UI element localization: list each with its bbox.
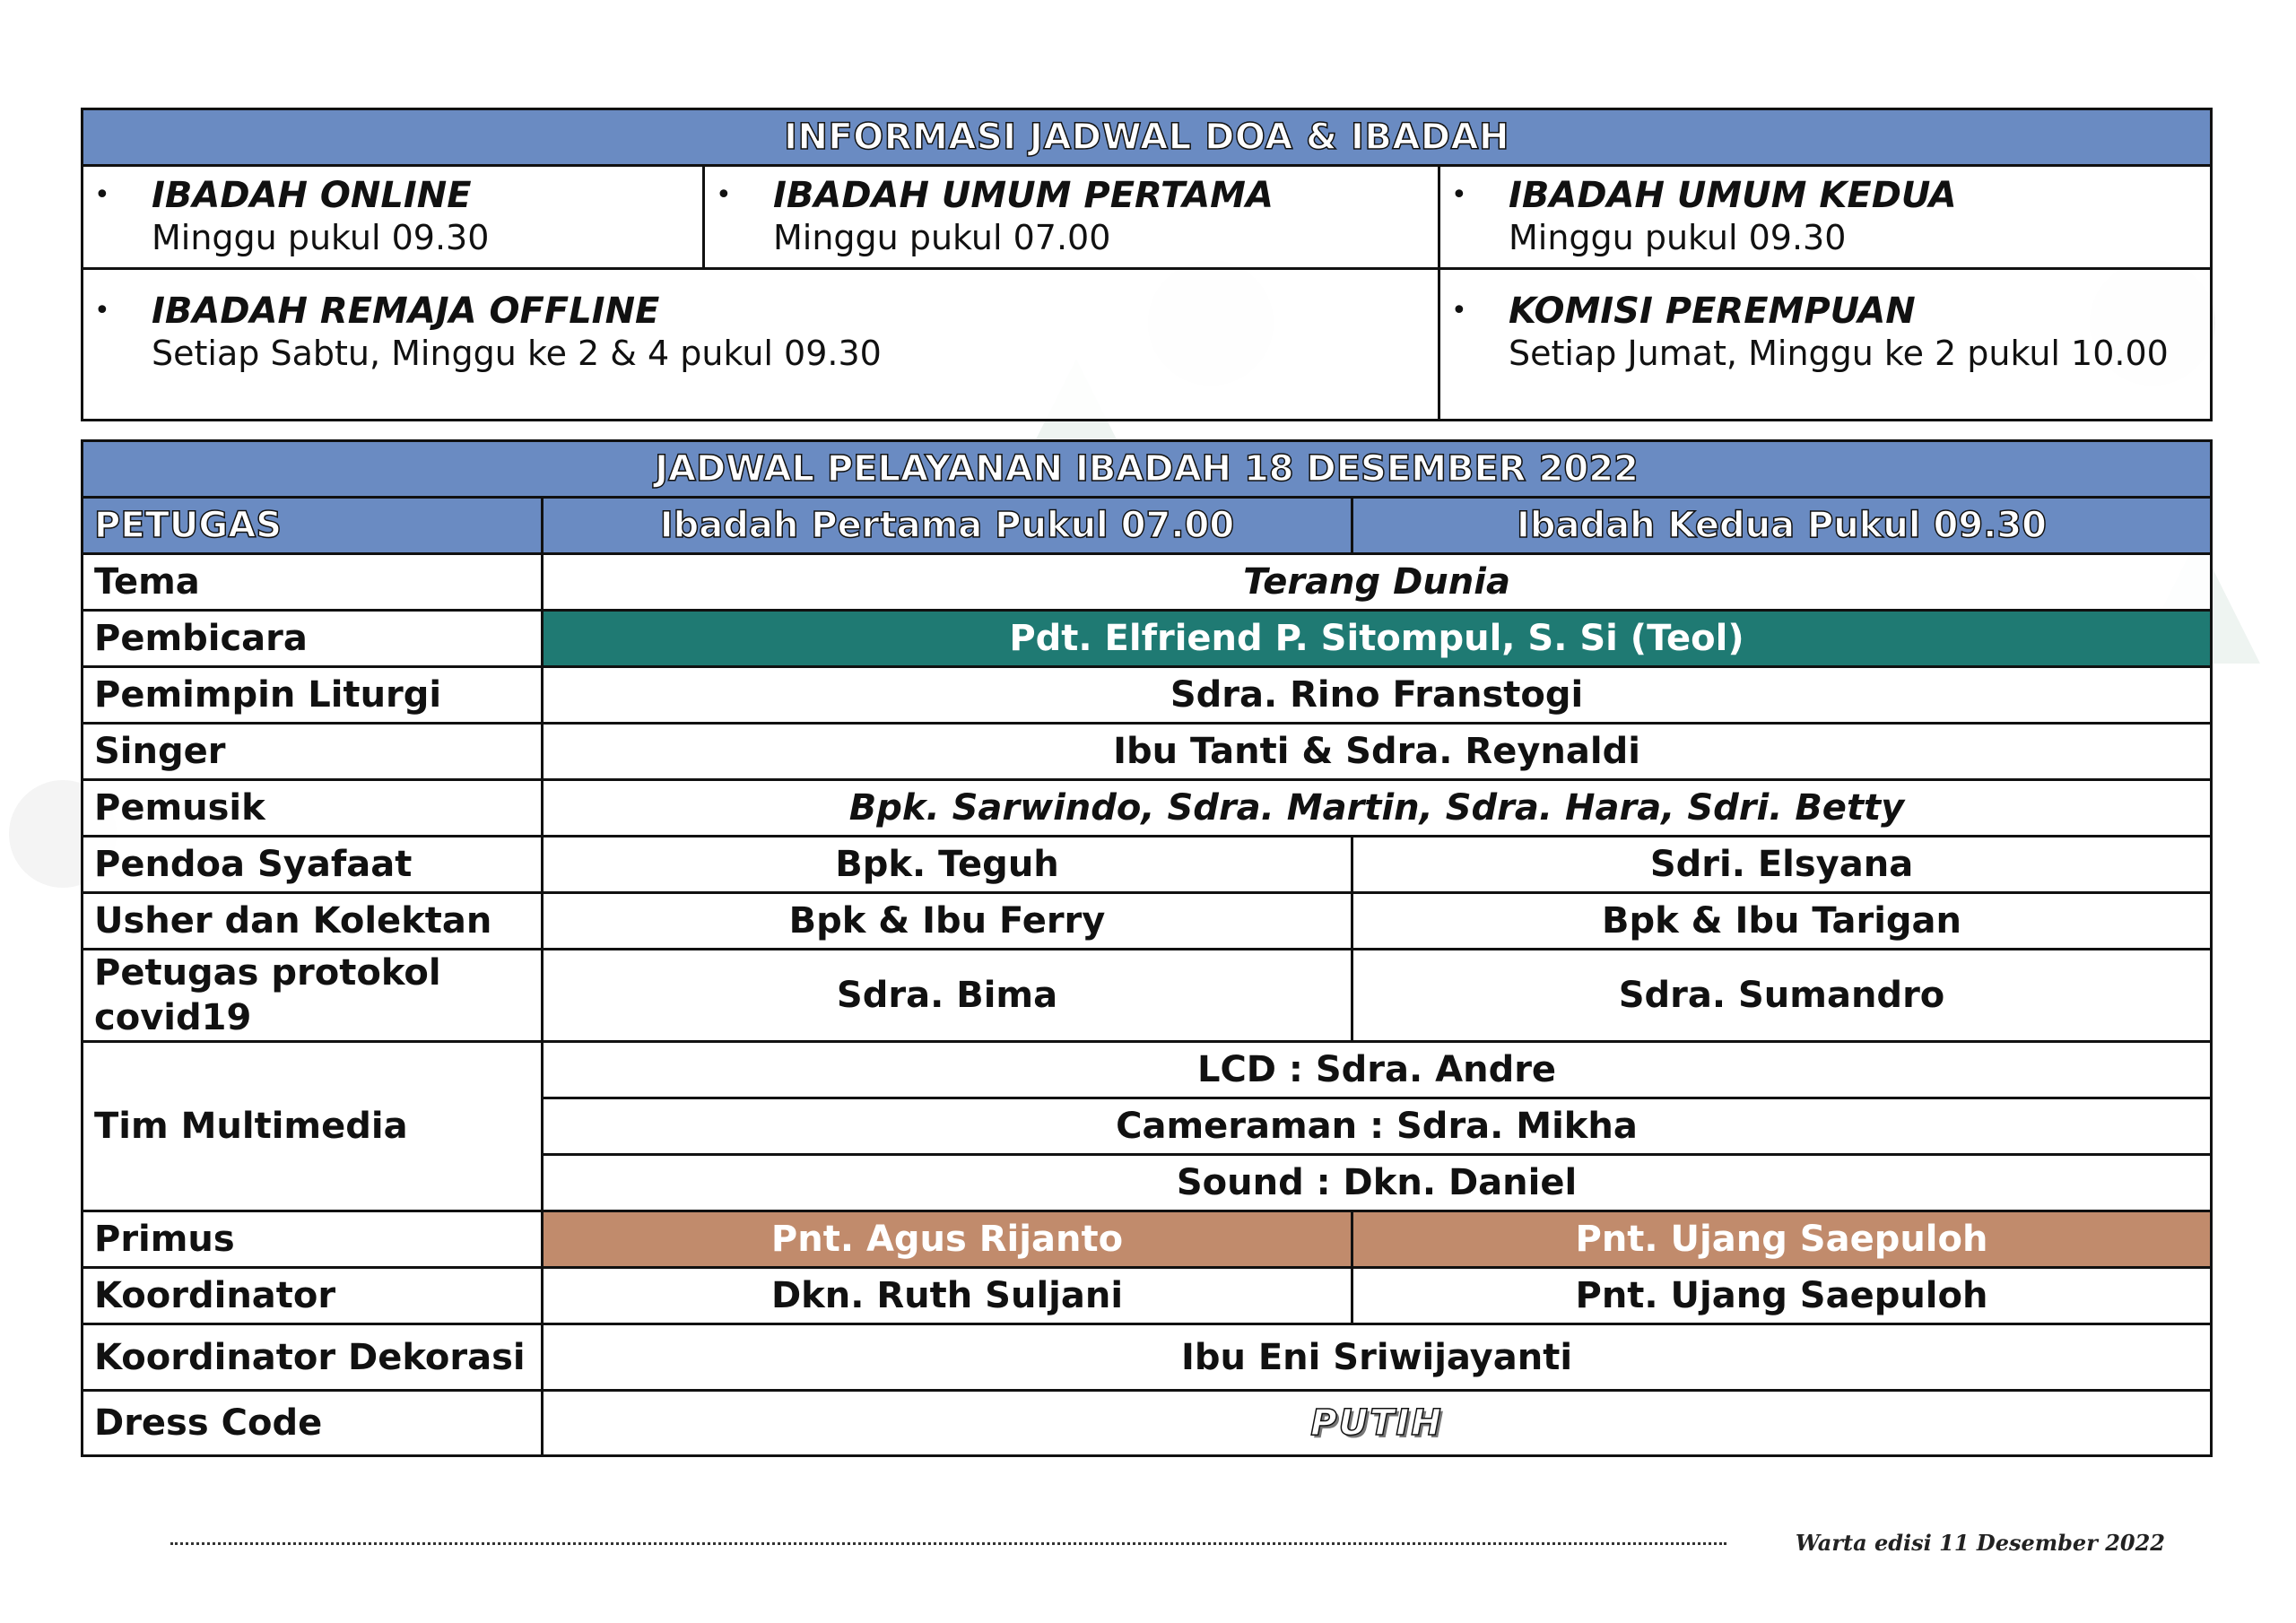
table-row [83, 1391, 2212, 1456]
header-petugas: PETUGAS [83, 498, 543, 554]
primus-second: Pnt. Ujang Saepuloh [1352, 1211, 2212, 1268]
singer-value: Ibu Tanti & Sdra. Reynaldi [543, 724, 2212, 780]
info-item-remaja [83, 269, 1439, 421]
tema-value: Terang Dunia [543, 554, 2212, 611]
table-row [83, 1211, 2212, 1268]
bullet: • [94, 179, 110, 211]
header-row [83, 498, 2212, 554]
table-row [83, 1268, 2212, 1324]
info-schedule-table [81, 108, 2213, 421]
protokol-first: Sdra. Bima [543, 950, 1352, 1042]
row-label: Koordinator [83, 1268, 543, 1324]
row-label: Tema [83, 554, 543, 611]
pemusik-value: Bpk. Sarwindo, Sdra. Martin, Sdra. Hara, Sdri. Betty [543, 780, 2212, 837]
row-label: Primus [83, 1211, 543, 1268]
table-row [83, 837, 2212, 893]
table-row [83, 667, 2212, 724]
usher-first: Bpk & Ibu Ferry [543, 893, 1352, 950]
liturgi-value: Sdra. Rino Franstogi [543, 667, 2212, 724]
table-row [83, 554, 2212, 611]
row-label [83, 950, 543, 1042]
row-label: Pemusik [83, 780, 543, 837]
row-label: Pemimpin Liturgi [83, 667, 543, 724]
row-label: Koordinator Dekorasi [83, 1324, 543, 1391]
protokol-second: Sdra. Sumandro [1352, 950, 2212, 1042]
info-item-time: Minggu pukul 09.30 [1509, 218, 1847, 257]
multimedia-camera: Cameraman : Sdra. Mikha [543, 1098, 2212, 1155]
row-label: Pembicara [83, 611, 543, 667]
koordinator-second: Pnt. Ujang Saepuloh [1352, 1268, 2212, 1324]
dekorasi-value: Ibu Eni Sriwijayanti [543, 1324, 2212, 1391]
row-label-line: Petugas protokol [94, 952, 441, 994]
info-item-title: IBADAH UMUM PERTAMA [773, 175, 1274, 216]
primus-first: Pnt. Agus Rijanto [543, 1211, 1352, 1268]
table-row [83, 780, 2212, 837]
info-item-title: IBADAH REMAJA OFFLINE [152, 291, 660, 332]
row-label-line: covid19 [94, 997, 252, 1038]
info-item-title: IBADAH ONLINE [152, 175, 472, 216]
info-item-perempuan [1439, 269, 2212, 421]
info-item-time: Setiap Sabtu, Minggu ke 2 & 4 pukul 09.30 [152, 334, 882, 373]
pendoa-first: Bpk. Teguh [543, 837, 1352, 893]
bullet: • [94, 295, 110, 326]
info-item-title: KOMISI PEREMPUAN [1509, 291, 1916, 332]
header-first-service: Ibadah Pertama Pukul 07.00 [543, 498, 1352, 554]
bullet: • [1451, 179, 1467, 211]
table-row [83, 950, 2212, 1042]
usher-second: Bpk & Ibu Tarigan [1352, 893, 2212, 950]
multimedia-lcd: LCD : Sdra. Andre [543, 1042, 2212, 1098]
table-row [83, 1324, 2212, 1391]
info-item-title: IBADAH UMUM KEDUA [1509, 175, 1957, 216]
info-item-umum-kedua [1439, 166, 2212, 269]
info-table-title: INFORMASI JADWAL DOA & IBADAH [83, 109, 2212, 166]
bullet: • [1451, 295, 1467, 326]
info-item-time: Setiap Jumat, Minggu ke 2 pukul 10.00 [1509, 334, 2169, 373]
info-item-time: Minggu pukul 09.30 [152, 218, 490, 257]
footer-dotted-line [170, 1542, 1726, 1545]
service-schedule-table [81, 439, 2213, 1457]
dress-code-value [543, 1391, 2212, 1456]
row-label: Dress Code [83, 1391, 543, 1456]
row-label: Pendoa Syafaat [83, 837, 543, 893]
pendoa-second: Sdri. Elsyana [1352, 837, 2212, 893]
dress-code-text: PUTIH [1310, 1402, 1443, 1444]
schedule-title: JADWAL PELAYANAN IBADAH 18 DESEMBER 2022 [83, 441, 2212, 498]
footer-edition: Warta edisi 11 Desember 2022 [1795, 1530, 2165, 1556]
row-label: Tim Multimedia [83, 1042, 543, 1211]
table-row [83, 1042, 2212, 1098]
info-item-time: Minggu pukul 07.00 [773, 218, 1111, 257]
info-item-online [83, 166, 704, 269]
table-row [83, 611, 2212, 667]
koordinator-first: Dkn. Ruth Suljani [543, 1268, 1352, 1324]
row-label: Singer [83, 724, 543, 780]
table-row [83, 893, 2212, 950]
info-item-umum-pertama [704, 166, 1439, 269]
multimedia-sound: Sound : Dkn. Daniel [543, 1155, 2212, 1211]
pembicara-value: Pdt. Elfriend P. Sitompul, S. Si (Teol) [543, 611, 2212, 667]
bullet: • [716, 179, 732, 211]
header-second-service: Ibadah Kedua Pukul 09.30 [1352, 498, 2212, 554]
table-row [83, 724, 2212, 780]
row-label: Usher dan Kolektan [83, 893, 543, 950]
